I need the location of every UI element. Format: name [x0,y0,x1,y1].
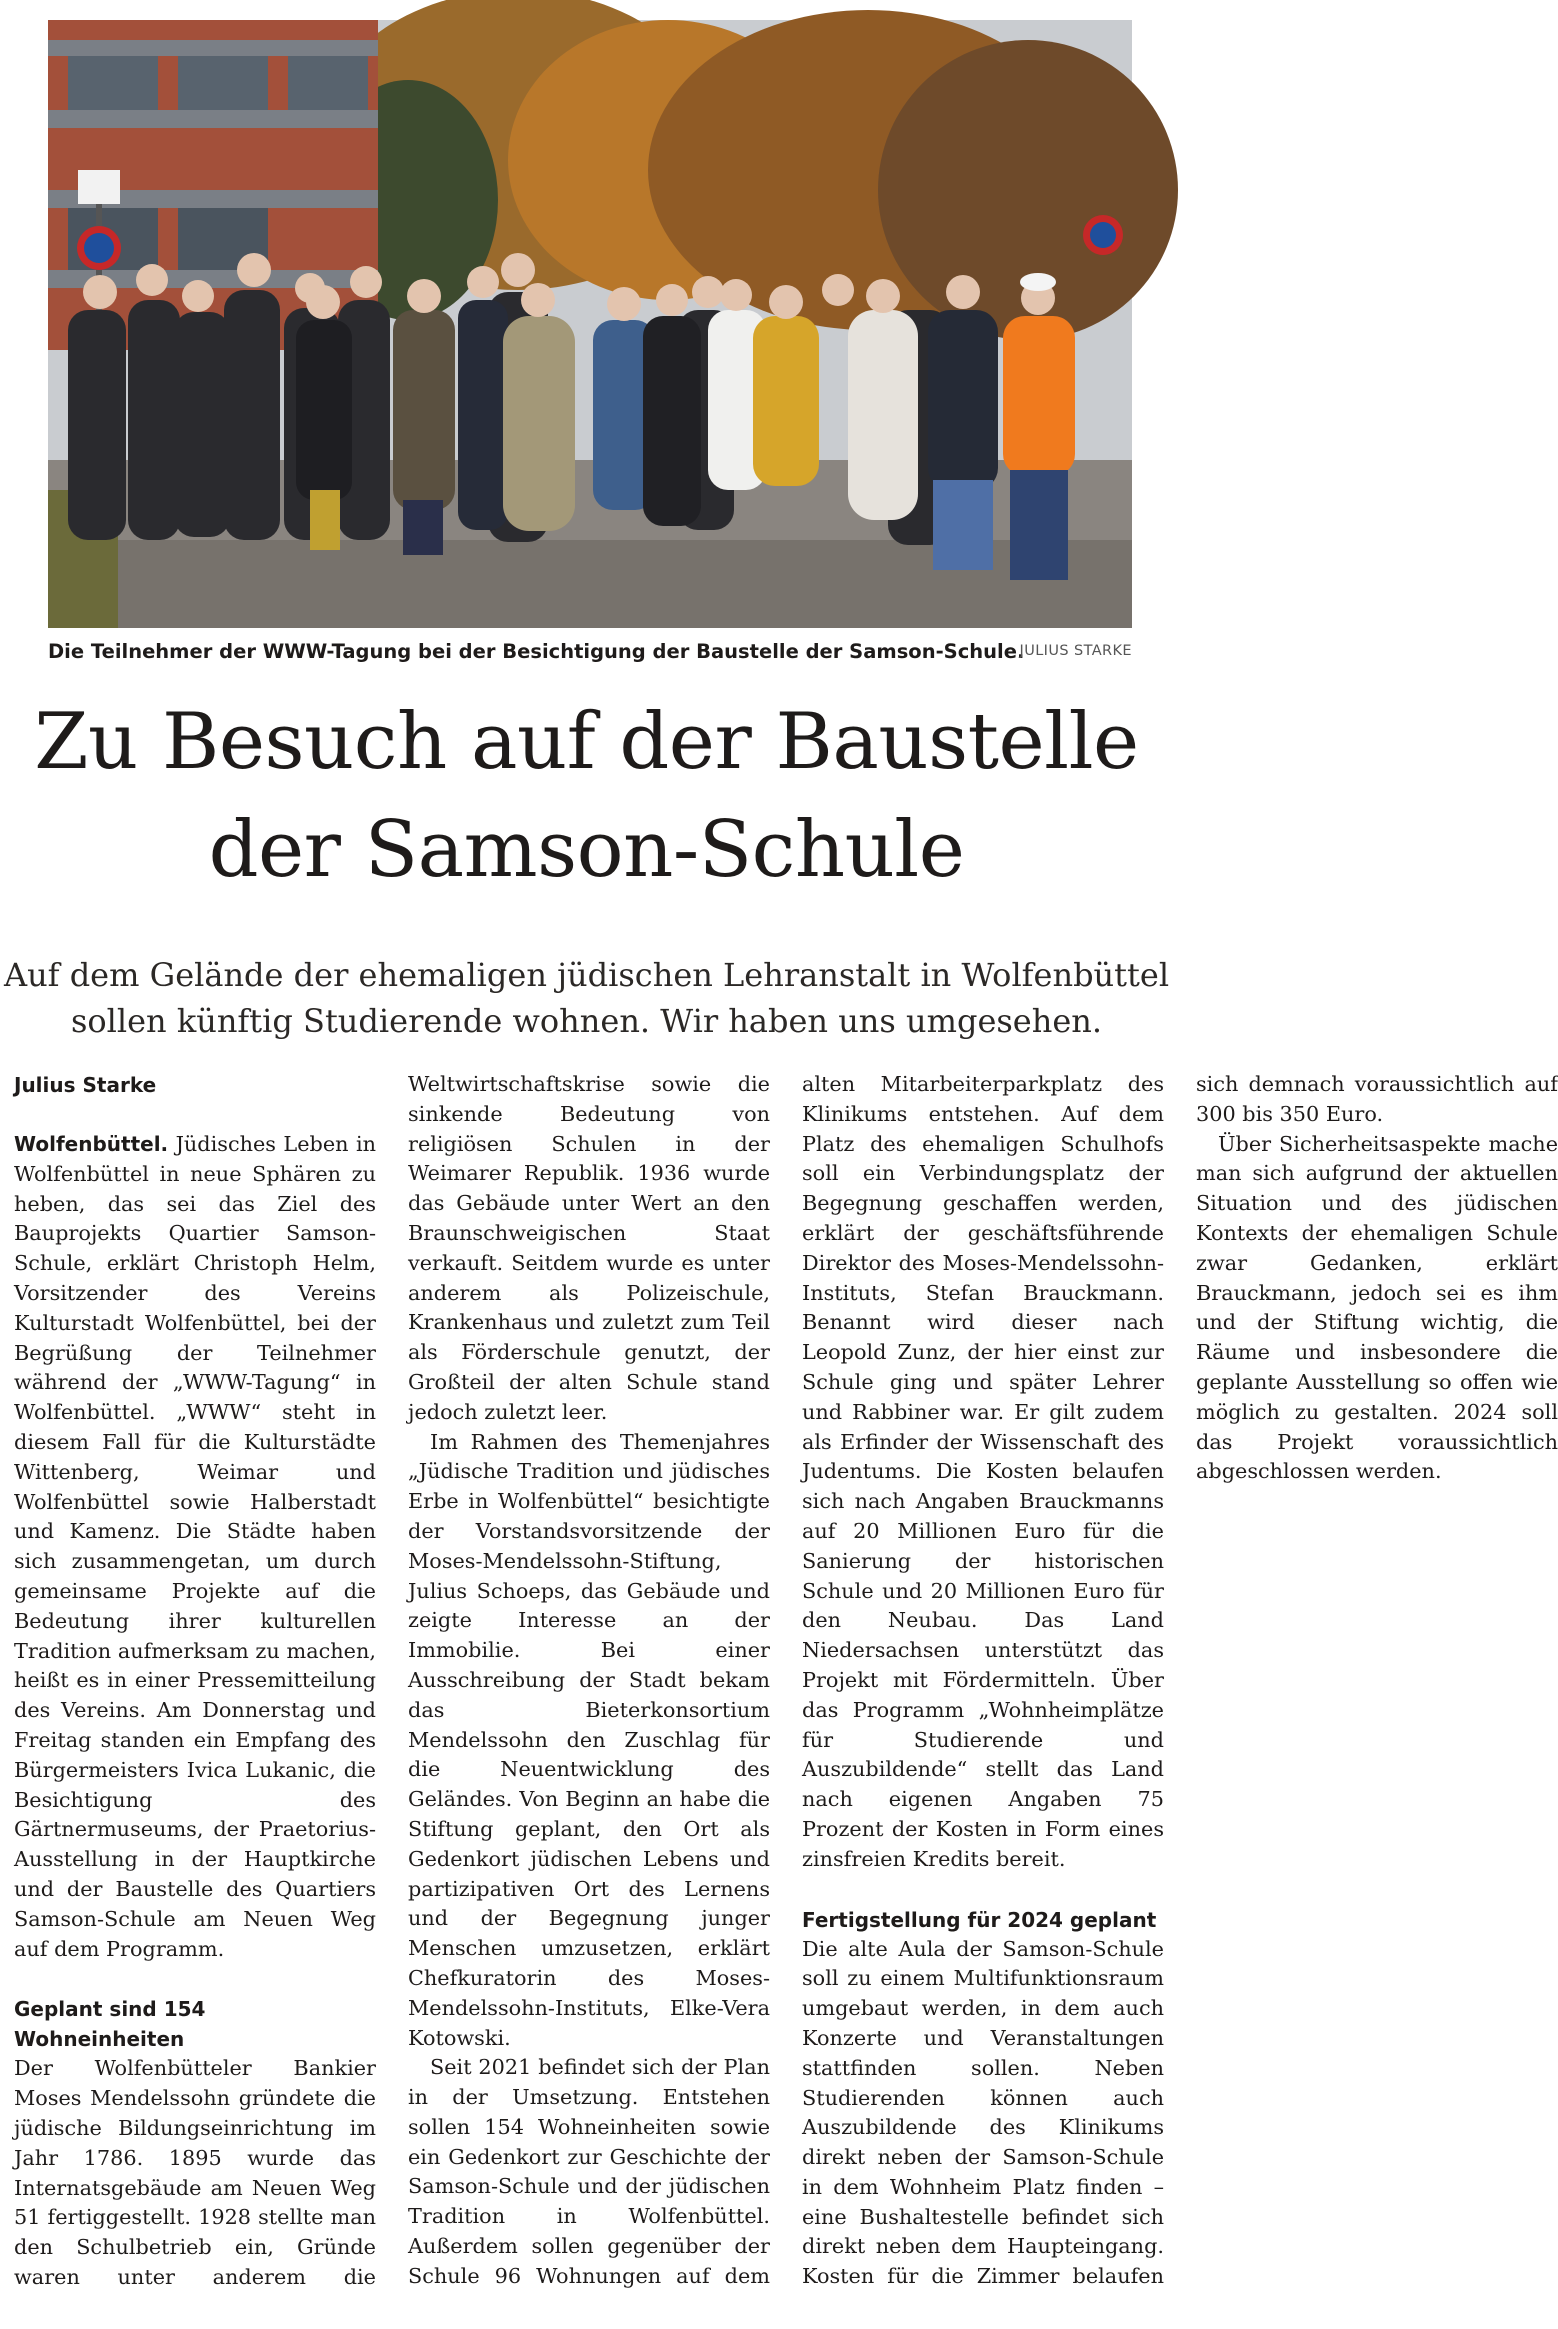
paragraph-2: Der Wolfenbütteler Bankier Moses Mendelssohn gründete die jüdische Bildungseinrichtung im Jahr 1786. 1895 wurde das Internatsgebäude am Neuen Weg 51 fertiggestellt. 1928 stellte man den Schulbetrieb ein, Gründe waren unter anderem die Weltwirtschaftskrise sowie die sinkende Bedeutung von religiösen Schulen in der Weimarer Republik. 1936 wurde das Gebäude unter Wert an den Braunschweigischen Staat verkauft. Seitdem wurde es unter anderem als Polizeischule, Krankenhaus und zuletzt zum Teil als Förderschule genutzt, der Großteil der alten Schule stand jedoch zuletzt leer. [14,1072,770,2289]
subhead-line-1: Auf dem Gelände der ehemaligen jüdischen Lehranstalt in Wolfenbüttel [3,956,1170,994]
article-photo [48,20,1132,628]
caption-text: Die Teilnehmer der WWW-Tagung bei der Besichtigung der Baustelle der Samson-Schule. [48,640,1025,663]
paragraph-1 [14,1130,376,1964]
group-photo-icon [48,20,1132,628]
headline-line-2: der Samson-Schule [208,805,965,895]
dateline: Wolfenbüttel. [14,1132,169,1156]
author-name: Julius Starke [14,1073,157,1097]
subheading-1: Geplant sind 154 Wohneinheiten [14,1997,206,2052]
paragraph-6: Über Sicherheitsaspekte mache man sich aufgrund der aktuellen Situation und des jüdischen Kontexts der ehemaligen Schule zwar Gedanken, erklärt Brauckmann, jedoch sei es ihm und der Stiftung wichtig, die Räume und insbesondere die geplante Ausstellung so offen wie möglich zu gestalten. 2024 soll das Projekt voraussichtlich abgeschlossen werden. [1196,1131,1558,1484]
paragraph-1-text: Jüdisches Leben in Wolfenbüttel in neue Sphären zu heben, das sei das Ziel des Bauprojekts Quartier Samson-Schule, erklärt Christoph Helm, Vorsitzender des Vereins Kulturstadt Wolfenbüttel, bei der Begrüßung der Teilnehmer während der „WWW-Tagung“ in Wolfenbüttel. „WWW“ steht in diesem Fall für die Kulturstädte Wittenberg, Weimar und Wolfenbüttel sowie Halberstadt und Kamenz. Die Städte haben sich zusammengetan, um durch gemeinsame Projekte auf die Bedeutung ihrer kulturellen Tradition aufmerksam zu machen, heißt es in einer Pressemitteilung des Vereins. Am Donnerstag und Freitag standen ein Empfang des Bürgermeisters Ivica Lukanic, die Besichtigung des Gärtnermuseums, der Praetorius-Ausstellung in der Hauptkirche und der Baustelle des Quartiers Samson-Schule am Neuen Weg auf dem Programm. [14,1132,376,1961]
article-headline [0,688,1173,904]
paragraph-3: Im Rahmen des Themenjahres „Jüdische Tradition und jüdisches Erbe in Wolfenbüttel“ besichtigte der Vorstandsvorsitzende der Moses-Mendelssohn-Stiftung, Julius Schoeps, das Gebäude und zeigte Interesse an der Immobilie. Bei einer Ausschreibung der Stadt bekam das Bieterkonsortium Mendelssohn den Zuschlag für die Neuentwicklung des Geländes. Von Beginn an habe die Stiftung geplant, den Ort als Gedenkort jüdischen Lebens und partizipativen Ort des Lernens und der Begegnung junger Menschen umzusetzen, erklärt Chefkuratorin des Moses-Mendelssohn-Instituts, Elke-Vera Kotowski. [408,1429,770,2050]
headline-line-1: Zu Besuch auf der Baustelle [34,697,1139,787]
subhead-line-2: sollen künftig Studierende wohnen. Wir haben uns umgesehen. [70,1002,1103,1040]
paragraph-4: Seit 2021 befindet sich der Plan in der Umsetzung. Entstehen sollen 154 Wohneinheiten sowie ein Gedenkort zur Geschichte der Samson-Schule und der jüdischen Tradition in Wolfenbüttel. Außerdem sollen gegenüber der Schule 96 Wohnungen auf dem alten Mitarbeiterparkplatz des Klinikums entstehen. Auf dem Platz des ehemaligen Schulhofs soll ein Verbindungsplatz der Begegnung geschaffen werden, erklärt der geschäftsführende Direktor des Moses-Mendelssohn-Instituts, Stefan Brauckmann. Benannt wird dieser nach Leopold Zunz, der hier einst zur Schule ging und später Lehrer und Rabbiner war. Er gilt zudem als Erfinder der Wissenschaft des Judentums. Die Kosten belaufen sich nach Angaben Brauckmanns auf 20 Millionen Euro für die Sanierung der historischen Schule und 20 Millionen Euro für den Neubau. Das Land Niedersachsen unterstützt das Projekt mit Fördermitteln. Über das Programm „Wohnheimplätze für Studierende und Auszubildende“ stellt das Land nach eigenen Angaben 75 Prozent der Kosten in Form eines zinsfreien Kredits bereit. [408,1072,1164,2288]
photo-caption [48,640,1132,664]
photo-credit: JULIUS STARKE [1019,643,1132,659]
article-subheadline [0,952,1173,1044]
subheading-2: Fertigstellung für 2024 geplant [802,1907,1157,1932]
paragraph-5: Die alte Aula der Samson-Schule soll zu einem Multifunktionsraum umgebaut werden, in dem auch Konzerte und Veranstaltungen stattfinden sollen. Neben Studierenden können auch Auszubildende des Klinikums direkt neben der Samson-Schule in dem Wohnheim Platz finden – eine Bushaltestelle befindet sich direkt neben dem Haupteingang. Kosten für die Zimmer belaufen sich demnach voraussichtlich auf 300 bis 350 Euro. [802,1072,1558,2289]
article-body [14,1070,1558,2300]
